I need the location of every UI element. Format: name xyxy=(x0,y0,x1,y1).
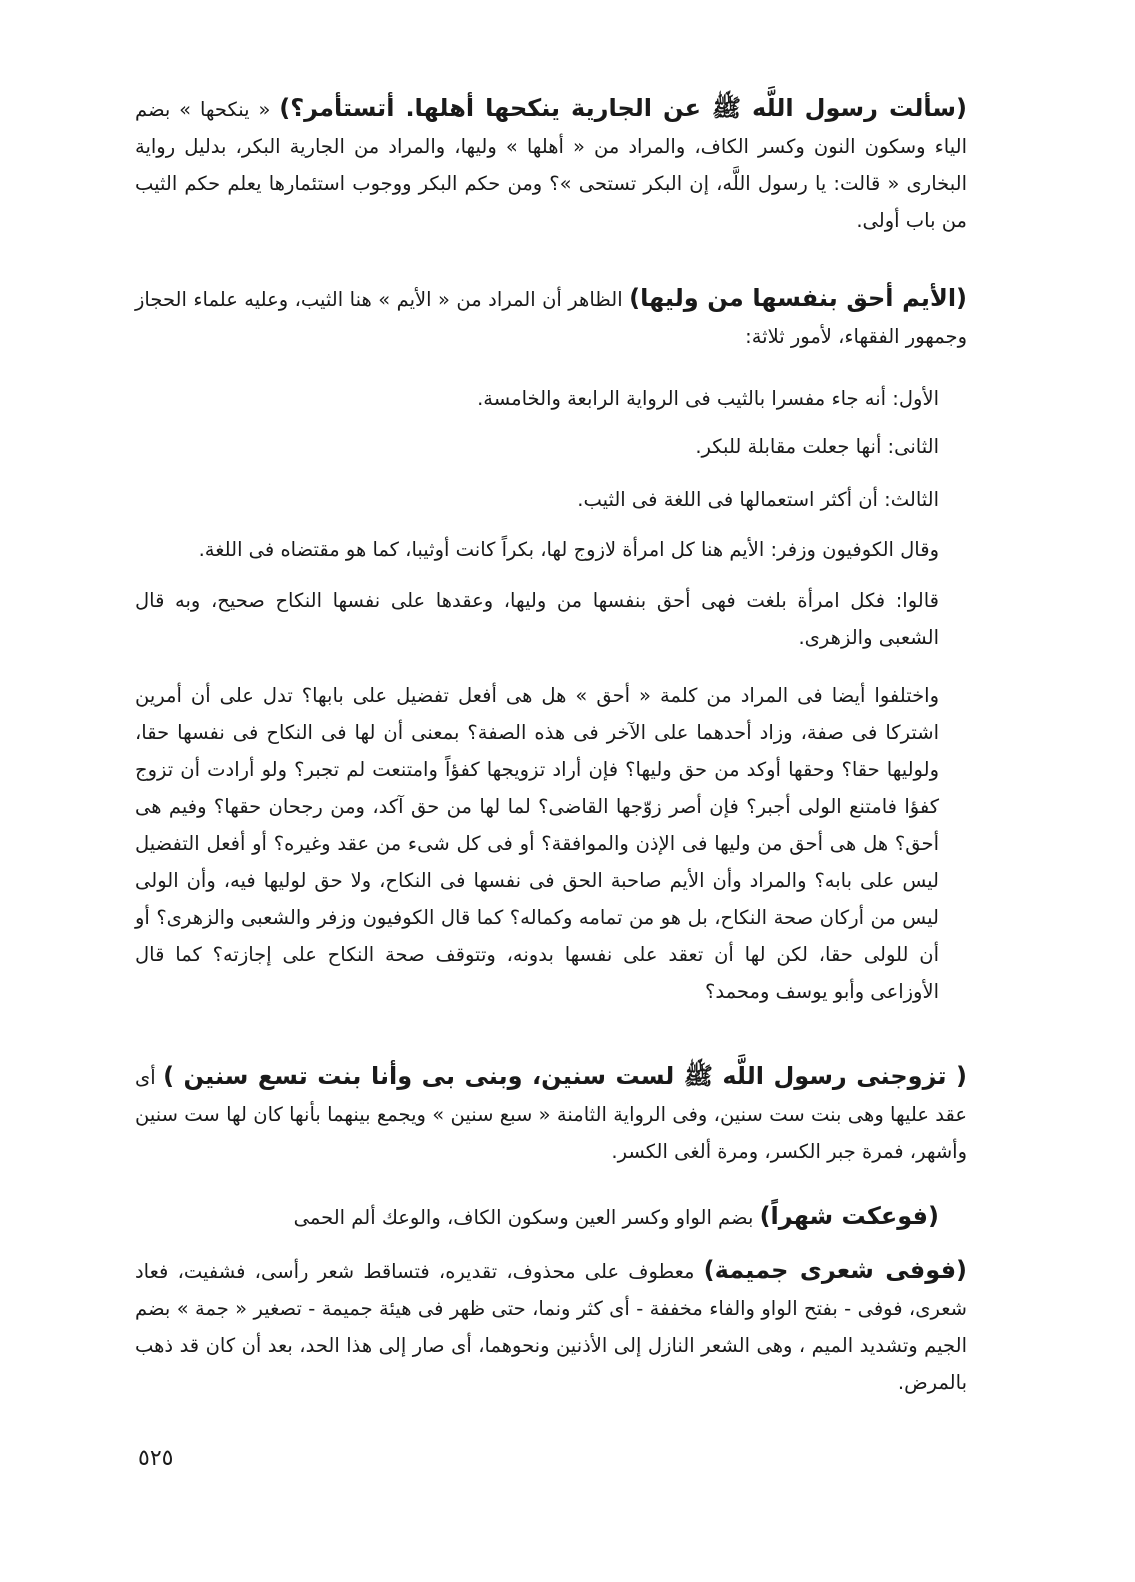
lemma-heading: (فوعكت شهراً) xyxy=(759,1202,939,1230)
paragraph-10 xyxy=(135,1198,967,1236)
paragraph-text: أى عقد عليها وهى بنت ست سنين، وفى الرواية الثامنة « سبع سنين » ويجمع بينهما بأنها كان لها ست سنين وأشهر، فمرة جبر الكسر، ومرة ألغى الكسر. xyxy=(135,1066,967,1163)
paragraph-text: الظاهر أن المراد من « الأيم » هنا الثيب، وعليه علماء الحجاز وجمهور الفقهاء، لأمور ثلاثة: xyxy=(135,288,967,348)
paragraph-8 xyxy=(135,677,967,1010)
paragraph-4 xyxy=(135,428,967,465)
paragraph-text: « ينكحها » بضم الياء وسكون النون وكسر الكاف، والمراد من « أهلها » وليها، والمراد من الجارية البكر، بدليل رواية البخارى « قالت: يا رسول اللَّه، إن البكر تستحى »؟ ومن حكم البكر ووجوب استئمارها يعلم حكم الثيب من باب أولى. xyxy=(135,98,967,232)
paragraph-text: معطوف على محذوف، تقديره، فتساقط شعر رأسى، فشفيت، فعاد شعرى، فوفى - بفتح الواو والفاء مخففة - أى كثر ونما، حتى ظهر فى هيئة جميمة - تصغير « جمة » بضم الجيم وتشديد الميم ، وهى الشعر النازل إلى الأذنين ونحوهما، أى صار إلى هذا الحد، بعد أن كان قد ذهب بالمرض. xyxy=(135,1260,967,1394)
paragraph-9 xyxy=(135,1058,967,1170)
paragraph-5 xyxy=(135,481,967,518)
paragraph-11 xyxy=(135,1252,967,1401)
paragraph-text: واختلفوا أيضا فى المراد من كلمة « أحق » هل هى أفعل تفضيل على بابها؟ تدل على أن أمرين اشتركا فى صفة، وزاد أحدهما على الآخر فى هذه الصفة؟ بمعنى أن لها فى النكاح فى نفسها حقا، ولوليها حقا؟ وحقها أوكد من حق وليها؟ فإن أراد تزويجها كفؤاً وامتنعت لم تجبر؟ ولو أرادت أن تزوج كفؤا فامتنع الولى أجبر؟ فإن أصر زوّجها القاضى؟ لما لها من حق آكد، ومن رجحان حقها؟ وفيم هى أحق؟ هل هى أحق من وليها فى الإذن والموافقة؟ أو فى كل شىء من عقد وغيره؟ أو أفعل التفضيل ليس على بابه؟ والمراد وأن الأيم صاحبة الحق فى نفسها فى النكاح، ولا حق لوليها فيه، وأن الولى ليس من أركان صحة النكاح، بل هو من تمامه وكماله؟ كما قال الكوفيون وزفر والشعبى والزهرى؟ أو أن للولى حقا، لكن لها أن تعقد على نفسها بدونه، وتتوقف صحة النكاح على إجازته؟ كما قال الأوزاعى وأبو يوسف ومحمد؟ xyxy=(135,684,939,1003)
lemma-heading: (فوفى شعرى جميمة) xyxy=(703,1256,968,1284)
paragraph-text: قالوا: فكل امرأة بلغت فهى أحق بنفسها من وليها، وعقدها على نفسها النكاح صحيح، وبه قال الشعبى والزهرى. xyxy=(135,589,939,649)
paragraph-7 xyxy=(135,582,967,656)
paragraph-3 xyxy=(135,380,967,417)
page-number: ٥٢٥ xyxy=(138,1446,174,1471)
paragraph-text: وقال الكوفيون وزفر: الأيم هنا كل امرأة لازوج لها، بكراً كانت أوثيبا، كما هو مقتضاه فى اللغة. xyxy=(198,538,939,561)
paragraph-text: بضم الواو وكسر العين وسكون الكاف، والوعك ألم الحمى xyxy=(293,1206,760,1229)
paragraph-1 xyxy=(135,90,967,239)
lemma-heading: (سألت رسول اللَّه ﷺ عن الجارية ينكحها أهلها. أتستأمر؟) xyxy=(279,94,967,122)
paragraph-text: الثالث: أن أكثر استعمالها فى اللغة فى الثيب. xyxy=(577,488,939,511)
paragraph-text: الثانى: أنها جعلت مقابلة للبكر. xyxy=(695,435,939,458)
paragraph-6 xyxy=(135,531,967,568)
paragraph-2 xyxy=(135,280,967,355)
paragraph-text: الأول: أنه جاء مفسرا بالثيب فى الرواية الرابعة والخامسة. xyxy=(477,387,939,410)
lemma-heading: (الأيم أحق بنفسها من وليها) xyxy=(629,284,968,312)
lemma-heading: ( تزوجنى رسول اللَّه ﷺ لست سنين، وبنى بى وأنا بنت تسع سنين ) xyxy=(163,1062,968,1090)
